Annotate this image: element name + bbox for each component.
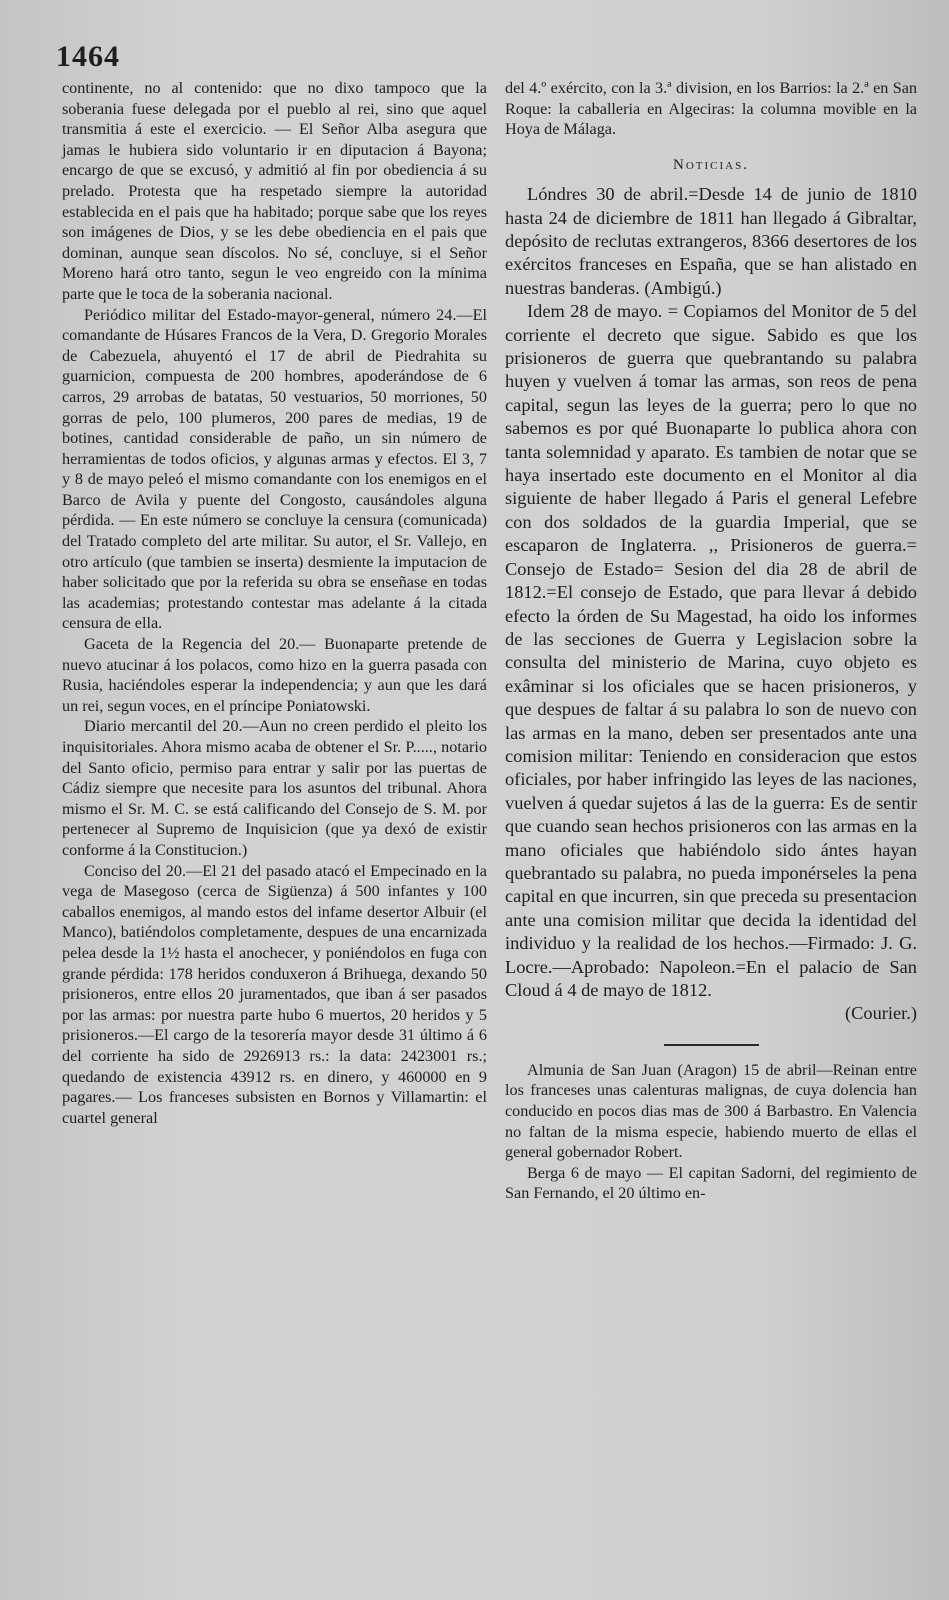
page-number: 1464 (56, 40, 120, 73)
paragraph-exercito: del 4.º exército, con la 3.ª division, en los Barrios: la 2.ª en San Roque: la caballeria en Algeciras: la columna movible en la Hoya de Málaga. (505, 79, 917, 139)
section-divider (664, 1044, 759, 1046)
paragraph-conciso: Conciso del 20.—El 21 del pasado atacó el Empecinado en la vega de Masegoso (cerca de Sigüenza) á 500 infantes y 100 caballos enemigos, al mando estos del infame desertor Albuir (el Manco), batiéndolos completamente, despues de una encarnizada pelea desde la 1½ hasta el anochecer, y poniéndolos en fuga con grande pérdida: 178 heridos conduxeron á Brihuega, dexando 50 prisioneros, entre ellos 20 juramentados, que iban á ser pasados por las armas: por nuestra parte hubo 6 muertos, 20 heridos y 5 prisioneros.—El cargo de la tesorería mayor desde 31 último á 6 del corriente ha sido de 2926913 rs.: la data: 2423001 rs.; quedando de existencia 43912 rs. en dinero, y 460000 en 9 pagares.— Los franceses subsisten en Bornos y Villamartin: el cuartel general (62, 861, 487, 1127)
paragraph-idem-decree: Idem 28 de mayo. = Copiamos del Monitor de 5 del corriente el decreto que sigue. Sabido es que los prisioneros de guerra que quebrantando su palabra huyen y vuelven á tomar las armas, son reos de pena capital, segun las leyes de la guerra; pero lo que no sabemos es por qué Buonaparte lo publica ahora con tanta solemnidad y aparato. Es tambien de notar que se haya insertado este documento en el Monitor al dia siguiente de haber llegado á Paris el general Lefebre con dos soldados de la guardia Imperial, que se escaparon de Inglaterra. ,, Prisioneros de guerra.= Consejo de Estado= Sesion del dia 28 de abril de 1812.=El consejo de Estado, que para llevar á debido efecto la órden de Su Magestad, ha oido los informes de las secciones de Guerra y Legislacion sobre la consulta del ministerio de Marina, cuyo objeto es exâminar si los oficiales que se hacen prisioneros, y que despues de faltar á su palabra lo son de nuevo con las armas en la mano, deben ser presentados ante una comision militar: Teniendo en consideracion que estos oficiales, por haber infringido las leyes de las naciones, vuelven á quedar sujetos á las de la guerra: Es de sentir que cuando sean hechos prisioneros con las armas en la mano oficiales que habiéndolo sido ántes hayan quebrantado su palabra, no pueda imponérseles la pena capital en que incurren, sin que preceda su presentacion ante una comision militar que decida la identidad del individuo y la realidad de los hechos.—Firmado: J. G. Locre.—Aprobado: Napoleon.=En el palacio de San Cloud á 4 de mayo de 1812. (505, 301, 917, 1000)
paragraph-berga: Berga 6 de mayo — El capitan Sadorni, del regimiento de San Fernando, el 20 último en- (505, 1163, 917, 1203)
right-column (505, 78, 917, 1204)
paragraph-continente: continente, no al contenido: que no dixo tampoco que la soberania fuese delegada por el pueblo al rei, sino que aquel transmitia á este el exercicio. — El Señor Alba asegura que jamas le hubiera sido voluntario ir en diputacion á Bayona; encargo de que se excusó, y admitió al fin por obediencia á su prelado. Protesta que ha respetado siempre la autoridad establecida en el pais que ha habitado; porque sabe que los reyes son imágenes de Dios, y se les debe obediencia en el pais que dominan, aunque sean díscolos. No sé, concluye, si el Señor Moreno hará otro tanto, segun le veo engreido con la mínima parte que le toca de la soberania nacional. (62, 79, 487, 303)
section-heading-noticias: Noticias. (673, 156, 749, 173)
paragraph-gaceta-regencia: Gaceta de la Regencia del 20.— Buonaparte pretende de nuevo atucinar á los polacos, como hizo en la guerra pasada con Rusia, haciéndoles esperar la independencia; y aun que les dará un rei, segun voces, en el príncipe Poniatowski. (62, 635, 487, 715)
paragraph-diario-mercantil: Diario mercantil del 20.—Aun no creen perdido el pleito los inquisitoriales. Ahora mismo acaba de obtener el Sr. P....., notario del Santo oficio, permiso para entrar y salir por las puertas de Cádiz siempre que necesite para los asuntos del tribunal. Ahora mismo el Sr. M. C. se está calificando del Consejo de S. M. por pertenecer al Supremo de Inquisicion (que ya dexó de existir conforme á la Constitucion.) (62, 717, 487, 859)
paragraph-periodico-militar: Periódico militar del Estado-mayor-general, número 24.—El comandante de Húsares Francos de la Vera, D. Gregorio Morales de Cabezuela, ahuyentó el 17 de abril de Piedrahita su guarnicion, compuesta de 200 hombres, apoderándose de 6 carros, 29 arrobas de batatas, 50 vestuarios, 50 morriones, 50 gorras de pelo, 100 plumeros, 200 pares de medias, 19 de botines, cantidad considerable de paño, un sin número de herramientas de todos oficios, y algunas armas y efectos. El 3, 7 y 8 de mayo peleó el mismo comandante con los enemigos en el Barco de Avila y puente del Congosto, causándoles alguna pérdida. — En este número se concluye la censura (comunicada) del Tratado completo del arte militar. Su autor, el Sr. Vallejo, en otro artículo (que tambien se inserta) desmiente la imputacion de haber solicitado que por la referida su obra se enseñase en todas las academias; protestando contestar mas adelante á la citada censura de ella. (62, 305, 487, 633)
paragraph-londres: Lóndres 30 de abril.=Desde 14 de junio de 1810 hasta 24 de diciembre de 1811 han llegado á Gibraltar, depósito de reclutas extrangeros, 8366 desertores de los exércitos franceses en España, que se han alistado en nuestras banderas. (Ambigú.) (505, 184, 917, 298)
left-column (62, 78, 487, 1128)
source-courier: (Courier.) (844, 1003, 917, 1024)
paragraph-almunia: Almunia de San Juan (Aragon) 15 de abril—Reinan entre los franceses unas calenturas malignas, de cuya dolencia han conducido en pocos dias mas de 300 á Barbastro. En Valencia no faltan de la misma especie, habiendo muerto de ellas el general gobernador Robert. (505, 1060, 917, 1162)
